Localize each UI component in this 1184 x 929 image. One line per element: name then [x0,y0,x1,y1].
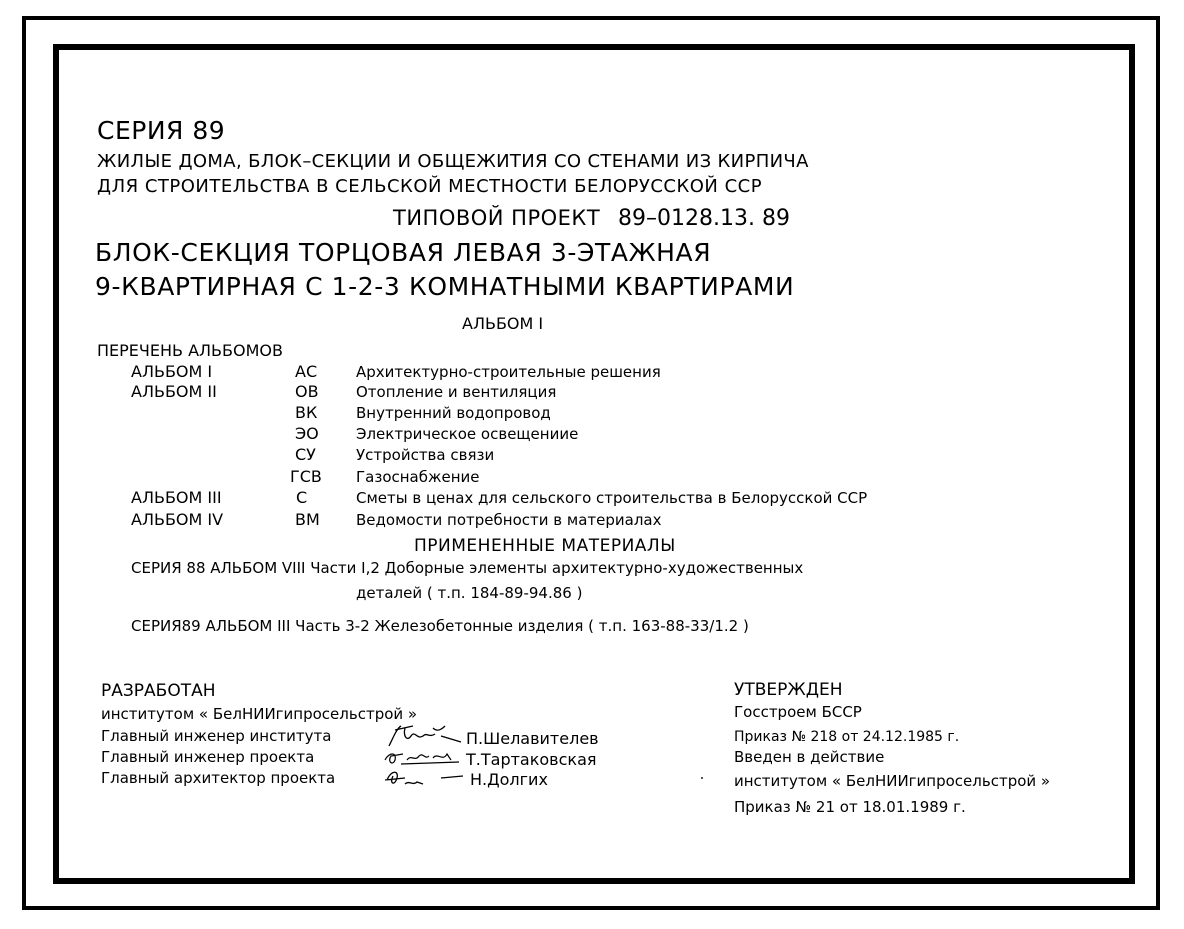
materials-heading: ПРИМЕНЕННЫЕ МАТЕРИАЛЫ [414,536,676,556]
signatory-role: Главный архитектор проекта [101,769,336,787]
approval-order: Приказ № 218 от 24.12.1985 г. [734,729,960,745]
enactment-order: Приказ № 21 от 18.01.1989 г. [734,798,966,816]
signatory-name: Т.Тартаковская [466,750,597,769]
series-title: СЕРИЯ 89 [97,116,226,145]
enactment-institute: институтом « БелНИИгипросельстрой » [734,772,1051,790]
album-description: Внутренний водопровод [356,404,551,422]
signature-image [381,766,471,790]
subtitle-line-2: ДЛЯ СТРОИТЕЛЬСТВА В СЕЛЬСКОЙ МЕСТНОСТИ БЕЛОРУССКОЙ ССР [97,176,763,197]
signatory-role: Главный инженер института [101,727,332,745]
album-code: ВК [295,403,318,422]
enactment-intro: Введен в действие [734,748,885,766]
title-line-2: 9-КВАРТИРНАЯ С 1-2-3 КОМНАТНЫМИ КВАРТИРАМИ [95,272,795,301]
materials-line-1-continued: деталей ( т.п. 184-89-94.86 ) [356,584,583,602]
materials-line-1: СЕРИЯ 88 АЛЬБОМ VIII Части I,2 Доборные элементы архитектурно-художественных [131,559,804,577]
scan-speck [701,777,703,779]
materials-line-2: СЕРИЯ89 АЛЬБОМ III Часть 3-2 Железобетонные изделия ( т.п. 163-88-33/1.2 ) [131,617,749,635]
subtitle-line-1: ЖИЛЫЕ ДОМА, БЛОК–СЕКЦИИ И ОБЩЕЖИТИЯ СО СТЕНАМИ ИЗ КИРПИЧА [97,151,809,172]
album-description: Сметы в ценах для сельского строительства в Белорусской ССР [356,489,868,507]
album-code: ГСВ [290,467,322,486]
project-label: ТИПОВОЙ ПРОЕКТ [393,206,601,230]
album-code: ЭО [295,424,319,443]
album-name: АЛЬБОМ IV [131,510,224,529]
album-name: АЛЬБОМ III [131,488,222,507]
album-description: Отопление и вентиляция [356,383,557,401]
approved-body: Госстроем БССР [734,703,862,721]
album-code: АС [295,362,318,381]
albums-heading: ПЕРЕЧЕНЬ АЛЬБОМОВ [97,341,283,360]
album-code: СУ [295,445,316,464]
title-line-1: БЛОК-СЕКЦИЯ ТОРЦОВАЯ ЛЕВАЯ 3-ЭТАЖНАЯ [95,238,712,267]
approved-heading: УТВЕРЖДЕН [734,680,843,700]
album-code: С [296,488,308,507]
album-name: АЛЬБОМ I [131,362,213,381]
album-description: Газоснабжение [356,468,480,486]
developed-heading: РАЗРАБОТАН [101,681,216,701]
album-code: ВМ [295,510,320,529]
album-label: АЛЬБОМ I [462,314,544,333]
album-description: Архитектурно-строительные решения [356,363,661,381]
project-number: 89–0128.13. 89 [618,206,790,231]
signatory-role: Главный инженер проекта [101,748,315,766]
album-description: Электрическое освещениие [356,425,579,443]
signatory-name: Н.Долгих [470,770,548,789]
album-description: Ведомости потребности в материалах [356,511,662,529]
signature-image [381,746,471,768]
album-code: ОВ [295,382,319,401]
signatory-name: П.Шелавителев [466,729,599,748]
developed-institute: институтом « БелНИИгипросельстрой » [101,705,418,723]
album-description: Устройства связи [356,446,495,464]
album-name: АЛЬБОМ II [131,382,217,401]
